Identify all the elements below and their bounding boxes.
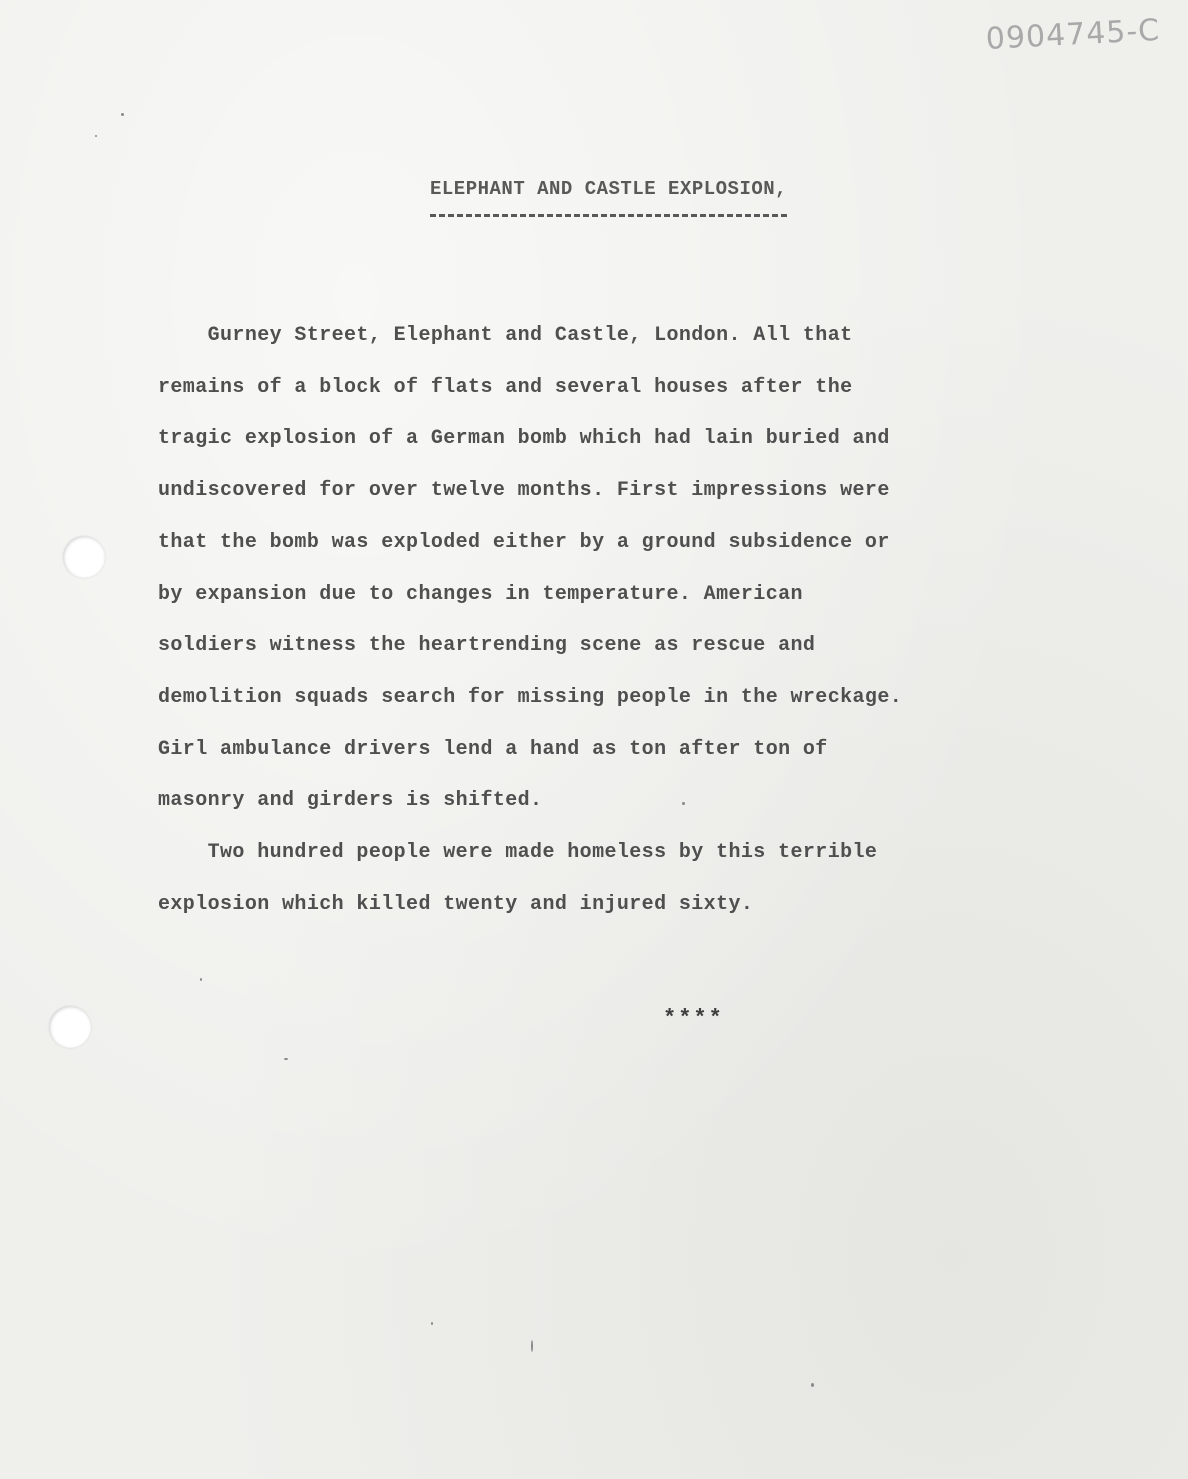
body-line: demolition squads search for missing people in the wreckage. [158,685,903,709]
body-line: by expansion due to changes in temperature. American [158,582,803,606]
paper-speck [431,1322,433,1325]
paper-speck [121,113,124,116]
paper-speck [95,135,97,137]
punch-hole-top [63,536,105,578]
document-title: ELEPHANT AND CASTLE EXPLOSION, [430,178,788,200]
reference-number: 0904745-C [985,12,1161,57]
paper-speck [682,802,685,805]
body-line: undiscovered for over twelve months. First impressions were [158,479,890,503]
paper-speck [811,1383,814,1387]
paper-speck [200,978,202,981]
body-line: that the bomb was exploded either by a ground subsidence or [158,530,890,554]
body-line: tragic explosion of a German bomb which had lain buried and [158,427,890,451]
body-line: soldiers witness the heartrending scene as rescue and [158,634,816,658]
body-line: Two hundred people were made homeless by this terrible [158,841,878,865]
end-marks: **** [663,1006,724,1031]
body-line: explosion which killed twenty and injured sixty. [158,892,754,916]
paper-speck [531,1340,533,1352]
body-line: remains of a block of flats and several houses after the [158,375,853,399]
punch-hole-bottom [49,1006,91,1048]
document-body [158,310,1058,930]
body-line: Girl ambulance drivers lend a hand as ton after ton of [158,737,828,761]
body-line: masonry and girders is shifted. [158,789,543,813]
paper-speck [284,1058,288,1060]
body-line: Gurney Street, Elephant and Castle, London. All that [158,324,853,347]
